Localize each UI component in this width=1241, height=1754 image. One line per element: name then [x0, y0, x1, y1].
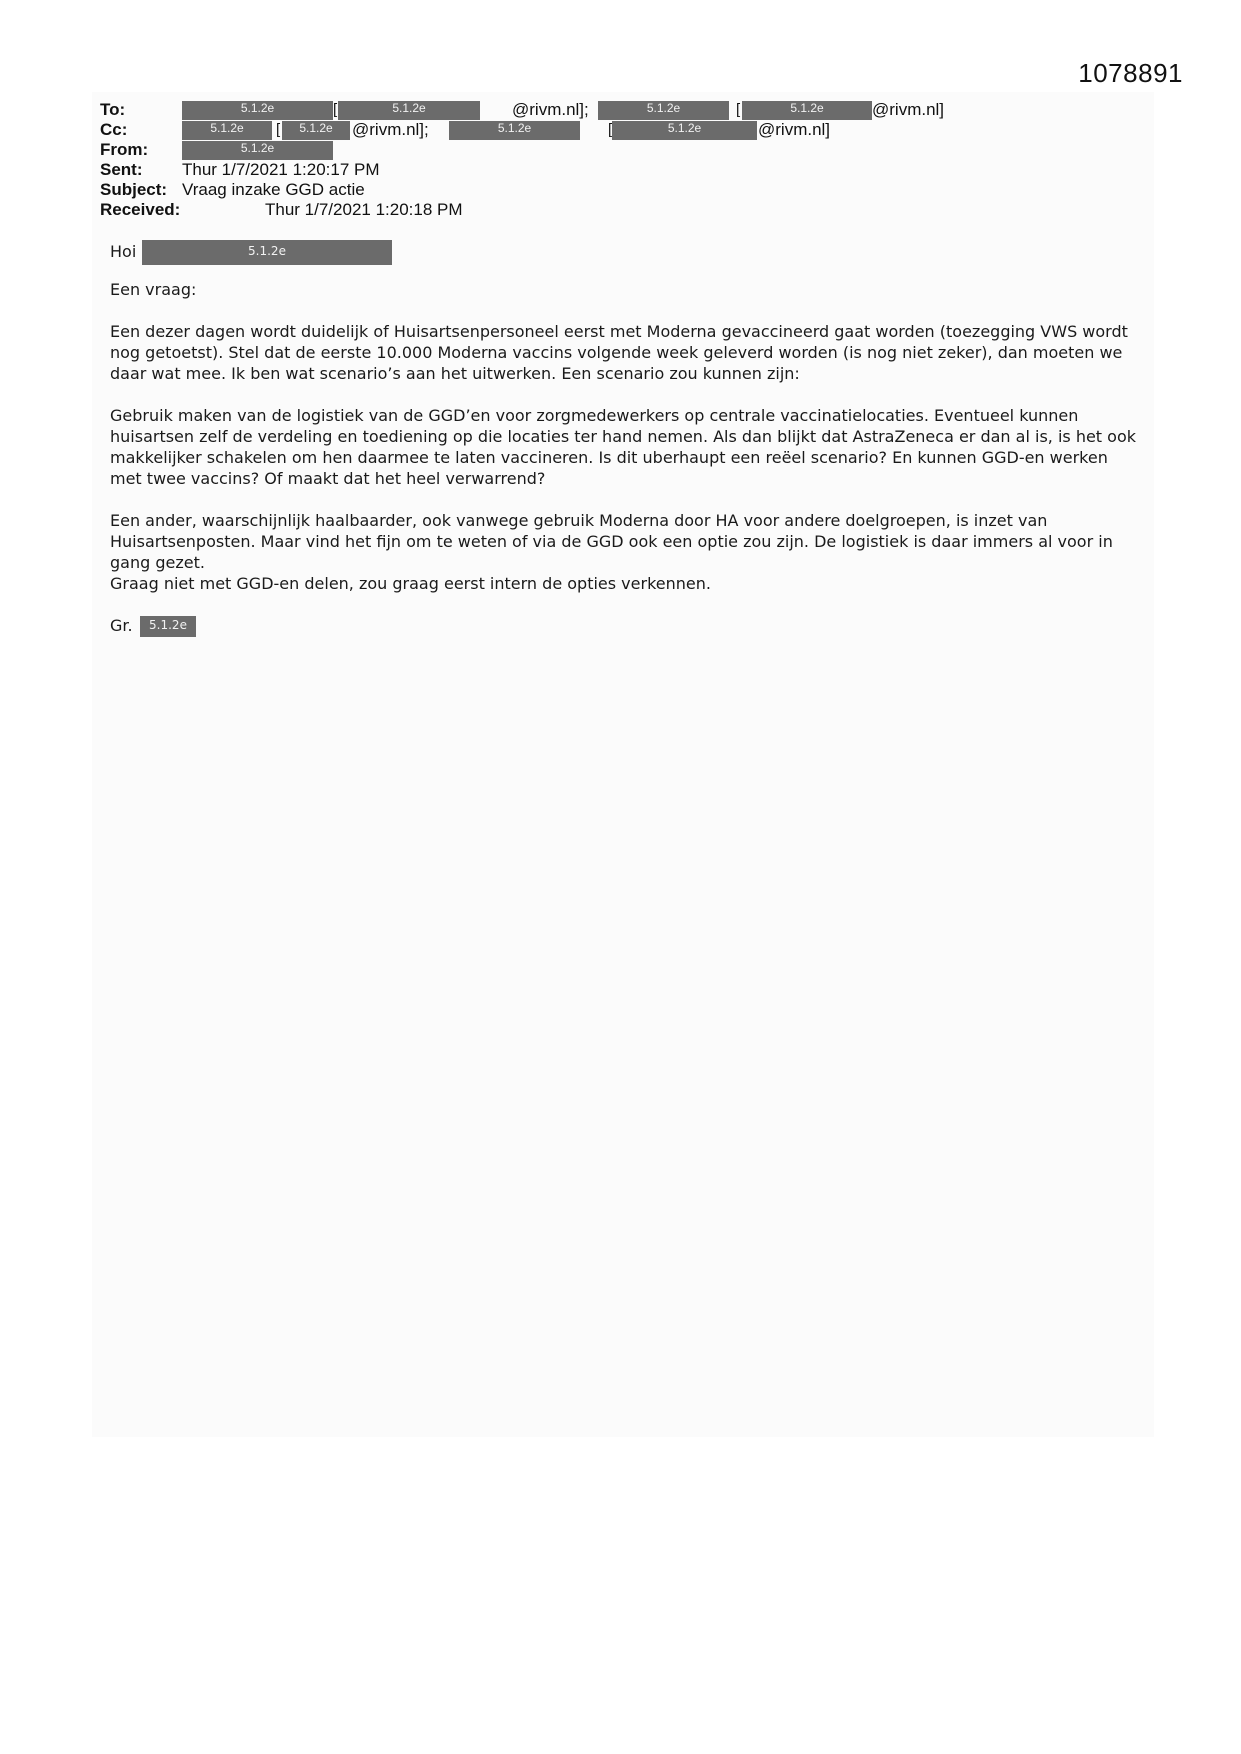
- cc-email-domain: @rivm.nl];: [352, 120, 429, 139]
- greeting-line: [110, 238, 1140, 265]
- redaction-block: 5.1.2e: [142, 240, 392, 265]
- email-header: [100, 100, 1140, 220]
- redaction-block: 5.1.2e: [598, 101, 729, 120]
- signoff-line: [110, 615, 1140, 637]
- subject-value: Vraag inzake GGD actie: [182, 180, 365, 199]
- to-bracket: [: [333, 101, 338, 118]
- sent-value: Thur 1/7/2021 1:20:17 PM: [182, 160, 380, 179]
- to-bracket: [: [736, 101, 741, 118]
- body-paragraph: Graag niet met GGD-en delen, zou graag eerst intern de opties verkennen.: [110, 574, 711, 593]
- subject-label: Subject:: [100, 180, 168, 199]
- document-number: 1078891: [1078, 58, 1183, 88]
- cc-bracket: [: [276, 121, 281, 138]
- sent-row: [100, 160, 1140, 180]
- redaction-block: 5.1.2e: [182, 101, 333, 120]
- from-row: [100, 140, 1140, 160]
- redaction-block: 5.1.2e: [449, 121, 580, 140]
- received-row: [100, 200, 1140, 220]
- redaction-block: 5.1.2e: [612, 121, 757, 140]
- body-paragraph: Een ander, waarschijnlijk haalbaarder, ook vanwege gebruik Moderna door HA voor andere doelgroepen, is inzet van Huisartsenposten. Maar vind het fijn om te weten of via de GGD ook een optie zou zijn. De logistiek is daar immers al voor in gang gezet.: [110, 511, 1113, 572]
- greeting: Hoi: [110, 242, 137, 261]
- intro-paragraph: Een vraag:: [110, 280, 197, 299]
- to-row: [100, 100, 1140, 120]
- redaction-block: 5.1.2e: [282, 121, 350, 140]
- to-email-domain: @rivm.nl];: [512, 100, 589, 119]
- from-label: From:: [100, 140, 149, 159]
- to-email-domain: @rivm.nl]: [872, 100, 945, 119]
- signoff: Gr.: [110, 616, 133, 635]
- sent-label: Sent:: [100, 160, 143, 179]
- email-body: [110, 238, 1140, 637]
- to-label: To:: [100, 100, 126, 119]
- cc-row: [100, 120, 1140, 140]
- redaction-block: 5.1.2e: [140, 616, 196, 637]
- cc-label: Cc:: [100, 120, 128, 139]
- cc-bracket: [: [608, 121, 613, 138]
- body-paragraph: Gebruik maken van de logistiek van de GGD’en voor zorgmedewerkers op centrale vaccinatielocaties. Eventueel kunnen huisartsen zelf de verdeling en toediening op die locaties ter hand nemen. Als dan blijkt dat AstraZeneca er dan al is, is het ook makkelijker schakelen om hen daarmee te laten vaccineren. Is dit uberhaupt een reëel scenario? En kunnen GGD-en werken met twee vaccins? Of maakt dat het heel verwarrend?: [110, 406, 1136, 488]
- received-label: Received:: [100, 200, 181, 219]
- redaction-block: 5.1.2e: [182, 121, 272, 140]
- subject-row: [100, 180, 1140, 200]
- redaction-block: 5.1.2e: [182, 141, 333, 160]
- redaction-block: 5.1.2e: [338, 101, 480, 120]
- redaction-block: 5.1.2e: [742, 101, 872, 120]
- cc-email-domain: @rivm.nl]: [758, 120, 831, 139]
- body-paragraph: Een dezer dagen wordt duidelijk of Huisartsenpersoneel eerst met Moderna gevaccineerd gaat worden (toezegging VWS wordt nog getoetst). Stel dat de eerste 10.000 Moderna vaccins volgende week geleverd worden (is nog niet zeker), dan moeten we daar wat mee. Ik ben wat scenario’s aan het uitwerken. Een scenario zou kunnen zijn:: [110, 322, 1128, 383]
- received-value: Thur 1/7/2021 1:20:18 PM: [265, 200, 463, 219]
